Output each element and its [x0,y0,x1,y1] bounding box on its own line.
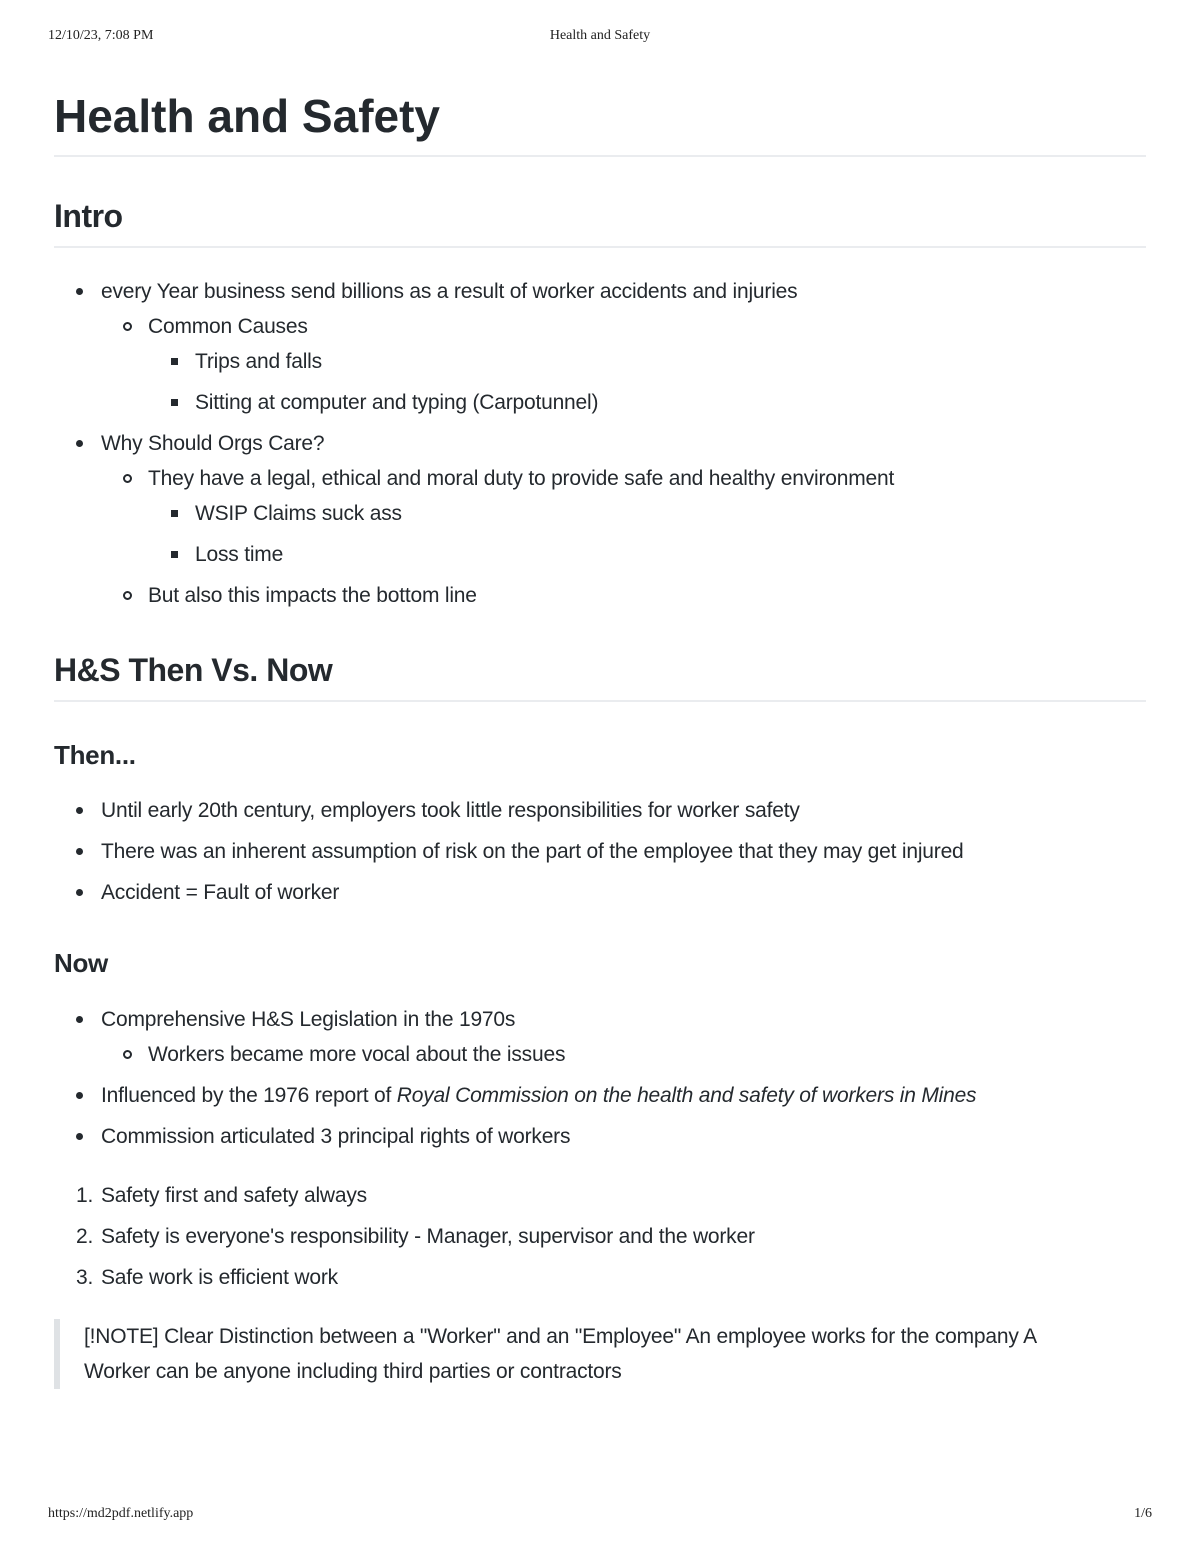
list-item: Sitting at computer and typing (Carpotunnel) [54,385,1146,420]
list-item: They have a legal, ethical and moral duty to provide safe and healthy environment [54,461,1146,496]
list-item: There was an inherent assumption of risk on the part of the employee that they may get injured [54,834,1146,869]
bullet-square-icon [171,551,178,558]
bullet-disc-icon [76,440,83,447]
list-item: Commission articulated 3 principal rights of workers [54,1119,1146,1154]
note-blockquote [54,1319,1094,1389]
intro-list [54,274,1146,613]
list-item: 3. Safe work is efficient work [76,1265,338,1289]
report-title: Royal Commission on the health and safety of workers in Mines [396,1083,977,1107]
list-item: WSIP Claims suck ass [54,496,1146,531]
document-content [54,86,1146,1389]
bullet-circle-icon [123,322,132,331]
list-item: Loss time [54,537,1146,572]
bullet-disc-icon [76,288,83,295]
document-title: Health and Safety [54,86,1146,157]
list-item: Common Causes [54,309,1146,344]
subsection-heading-then: Then... [54,740,136,771]
list-item: 1. Safety first and safety always [76,1183,367,1207]
print-footer [48,1506,1152,1524]
section-heading-then-vs-now: H&S Then Vs. Now [54,653,1146,702]
print-url: https://md2pdf.netlify.app [48,1506,194,1521]
list-item: Comprehensive H&S Legislation in the 1970s [54,1002,1146,1037]
bullet-circle-icon [123,591,132,600]
section-heading-intro: Intro [54,199,1146,248]
bullet-disc-icon [76,848,83,855]
bullet-square-icon [171,358,178,365]
page-number: 1/6 [1134,1506,1152,1521]
bullet-square-icon [171,510,178,517]
bullet-circle-icon [123,474,132,483]
bullet-disc-icon [76,1016,83,1023]
list-item: Trips and falls [54,344,1146,379]
list-item: Influenced by the 1976 report of Royal Commission on the health and safety of workers in Mines [54,1078,1146,1113]
print-datetime: 12/10/23, 7:08 PM [48,28,154,43]
print-title: Health and Safety [549,28,651,43]
bullet-square-icon [171,399,178,406]
rights-list [54,1178,1146,1295]
list-item: But also this impacts the bottom line [54,578,1146,613]
then-list [54,793,1146,910]
bullet-disc-icon [76,1092,83,1099]
bullet-disc-icon [76,807,83,814]
bullet-circle-icon [123,1050,132,1059]
bullet-disc-icon [76,1133,83,1140]
list-item: Why Should Orgs Care? [54,426,1146,461]
list-item: Accident = Fault of worker [54,875,1146,910]
bullet-disc-icon [76,889,83,896]
list-item: Until early 20th century, employers took little responsibilities for worker safety [54,793,1146,828]
list-item: 2. Safety is everyone's responsibility - Manager, supervisor and the worker [76,1224,755,1248]
subsection-heading-now: Now [54,948,108,979]
print-header [48,28,1152,46]
note-text: [!NOTE] Clear Distinction between a "Worker" and an "Employee" An employee works for the company A Worker can be anyone including third parties or contractors [84,1324,1036,1383]
list-item: every Year business send billions as a result of worker accidents and injuries [54,274,1146,309]
now-list [54,1002,1146,1154]
list-item: Workers became more vocal about the issues [54,1037,1146,1072]
